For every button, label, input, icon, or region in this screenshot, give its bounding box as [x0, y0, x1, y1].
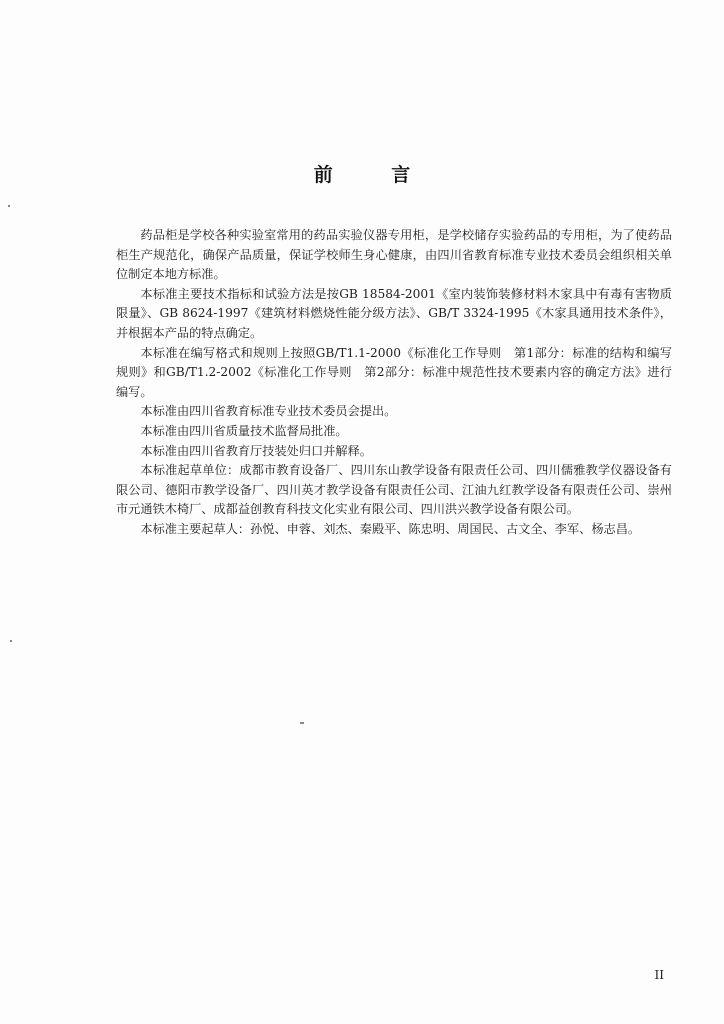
paragraph-interpreted-by: 本标准由四川省教育厅技装处归口并解释。: [140, 443, 372, 458]
paragraph-proposed-by: 本标准由四川省教育标准专业技术委员会提出。: [140, 404, 397, 419]
scan-speck: [8, 205, 10, 207]
paragraph-drafters: 本标准主要起草人：孙悦、申蓉、刘杰、秦殿平、陈忠明、周国民、古文全、李军、杨志昌。: [140, 521, 641, 536]
paragraph-technical-basis: 本标准主要技术指标和试验方法是按GB 18584-2001《室内装饰装修材料木家具中有毒有害物质限量》、GB 8624-1997《建筑材料燃烧性能分级方法》、GB/T 3324-1995《木家具通用技术条件》，并根据本产品的特点确定。: [116, 286, 672, 340]
page-title: 前 言: [313, 164, 437, 186]
paragraph-drafting-units: 本标准起草单位：成都市教育设备厂、四川东山教学设备有限责任公司、四川儒雅教学仪器设备有限公司、德阳市教学设备厂、四川英才教学设备有限责任公司、江油九红教学设备有限责任公司、崇州市元通铁木椅厂、成都益创教育科技文化实业有限公司、四川洪兴教学设备有限公司。: [116, 463, 672, 517]
page-number: II: [654, 968, 664, 982]
foreword-body: [116, 226, 672, 540]
paragraph-intro: 药品柜是学校各种实验室常用的药品实验仪器专用柜，是学校储存实验药品的专用柜，为了使药品柜生产规范化，确保产品质量，保证学校师生身心健康，由四川省教育标准专业技术委员会组织相关单位制定本地方标准。: [116, 228, 672, 282]
scan-speck: [10, 640, 12, 642]
paragraph-format-rules: 本标准在编写格式和规则上按照GB/T1.1-2000《标准化工作导则 第1部分：标准的结构和编写规则》和GB/T1.2-2002《标准化工作导则 第2部分：标准中规范性技术要素内容的确定方法》进行编写。: [116, 345, 672, 399]
paragraph-approved-by: 本标准由四川省质量技术监督局批准。: [140, 423, 348, 438]
scan-speck: [300, 722, 304, 724]
